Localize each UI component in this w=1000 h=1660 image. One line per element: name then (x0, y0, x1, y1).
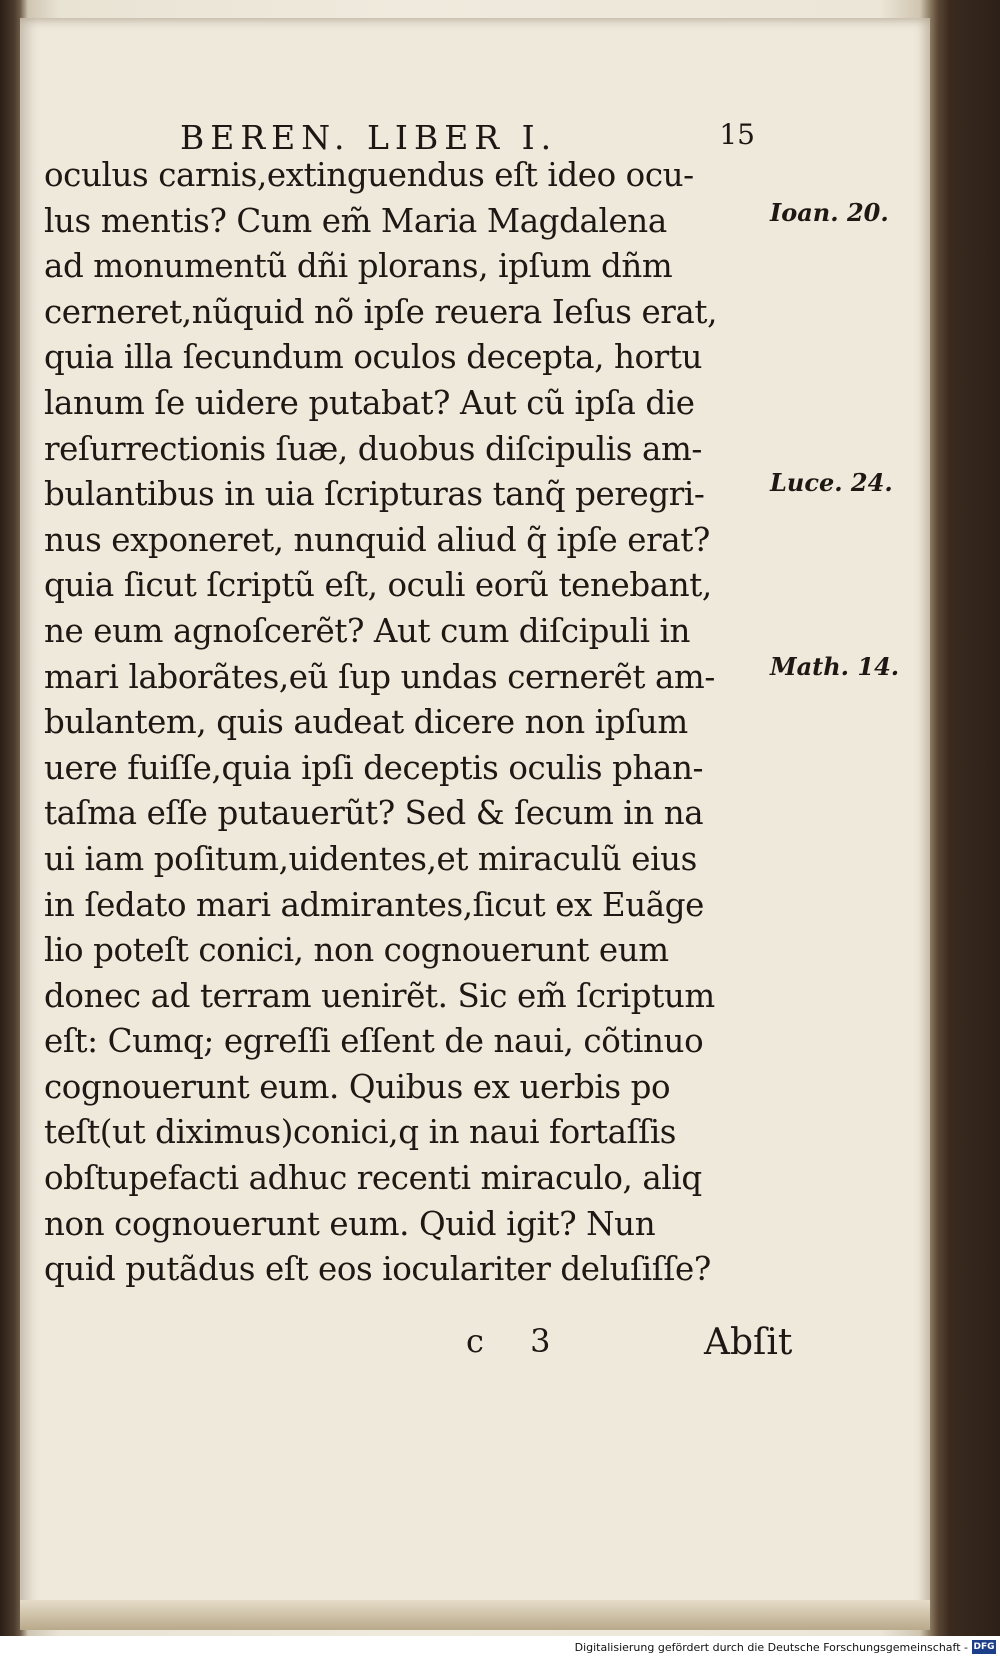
text-line: obſtupefacti adhuc recenti miraculo, aliq (44, 1159, 702, 1198)
text-line: quia ſicut ſcriptũ eſt, oculi eorũ tenebant, (44, 566, 712, 605)
dfg-logo-icon: DFG (973, 1642, 995, 1652)
text-line: quia illa ſecundum oculos decepta, hortu (44, 338, 703, 377)
text-line: oculus carnis,extinguendus eſt ideo ocu- (44, 156, 694, 194)
text-line: teſt(ut diximus)conici,q in naui fortaſſis (44, 1113, 677, 1152)
running-title: BEREN. LIBER I. (180, 118, 558, 157)
text-line: lus mentis? Cum em̃ Maria Magdalena (44, 201, 667, 240)
text-line: cerneret,nũquid nõ ipſe reuera Ieſus erat, (44, 292, 718, 331)
text-line: uere fuiſſe,quia ipſi deceptis oculis phan- (44, 748, 704, 787)
marginal-reference: Luce. 24. (770, 468, 893, 497)
text-line: taſma eſſe putauerũt? Sed & ſecum in na (44, 794, 704, 833)
text-line: cognouerunt eum. Quibus ex uerbis po (44, 1067, 671, 1106)
text-line: donec ad terram uenirẽt. Sic em̃ ſcriptum (44, 976, 715, 1015)
text-line: mari laborãtes,eũ ſup undas cernerẽt am- (44, 657, 715, 696)
text-line: non cognouerunt eum. Quid igit? Nun (44, 1204, 656, 1243)
catchline (44, 1322, 793, 1366)
signature-mark: c 3 (466, 1322, 569, 1360)
text-line: ui iam poſitum,uidentes,et miraculũ eius (44, 839, 697, 878)
catchword: Abſit (704, 1322, 793, 1363)
text-line: ad monumentũ dñi plorans, ipſum dñm (44, 247, 673, 286)
marginal-reference: Ioan. 20. (770, 198, 889, 227)
text-line: in ſedato mari admirantes,ſicut ex Euãge (44, 885, 704, 924)
text-line: lanum ſe uidere putabat? Aut cũ ipſa die (44, 383, 695, 422)
text-line: eſt: Cumq; egreſſi eſſent de naui, cõtinuo (44, 1022, 704, 1061)
text-line: lio poteſt conici, non cognouerunt eum (44, 931, 669, 970)
running-header (180, 118, 755, 156)
text-line: bulantibus in uia ſcripturas tanq̃ peregri- (44, 475, 705, 514)
page-edge (20, 1600, 930, 1630)
marginal-reference: Math. 14. (770, 652, 900, 681)
folio-number: 15 (719, 118, 755, 151)
text-line: nus exponeret, nunquid aliud q̃ ipſe erat? (44, 520, 710, 559)
footer-credit: Digitalisierung gefördert durch die Deutsche Forschungsgemeinschaft - (574, 1641, 968, 1654)
text-line: reſurrectionis ſuæ, duobus diſcipulis am- (44, 429, 702, 468)
text-line: bulantem, quis audeat dicere non ipſum (44, 703, 688, 742)
text-line: quid putãdus eſt eos ioculariter deluſiſſe? (44, 1250, 711, 1289)
body-text-block (44, 153, 764, 1293)
text-line: ne eum agnoſcerẽt? Aut cum diſcipuli in (44, 611, 691, 650)
